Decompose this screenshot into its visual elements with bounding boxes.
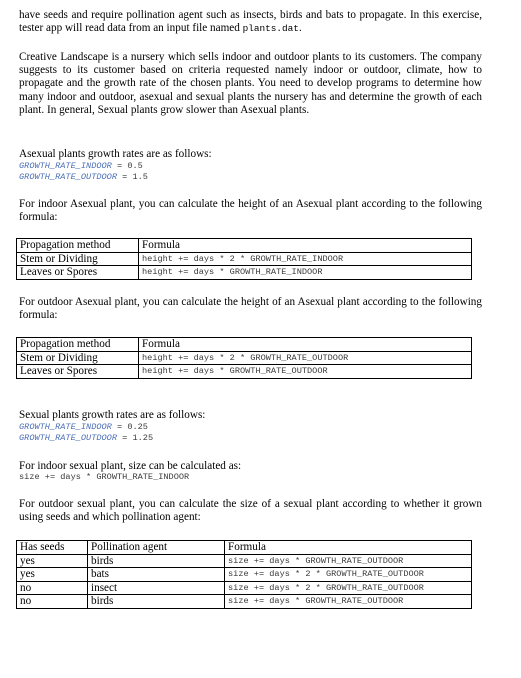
table-row [17, 351, 472, 365]
table-cell: Leaves or Spores [17, 266, 139, 280]
constant-name: GROWTH_RATE_INDOOR [19, 161, 112, 171]
table-cell: Leaves or Spores [17, 365, 139, 379]
constant-value: 1.5 [132, 172, 148, 182]
table-cell: birds [88, 595, 225, 609]
assign-op: = [117, 433, 133, 443]
table-row [17, 581, 472, 595]
table-cell: no [17, 595, 88, 609]
assign-op: = [111, 161, 128, 171]
table-header-cell: Has seeds [17, 541, 88, 555]
constant-value: 0.25 [127, 422, 148, 432]
table-header-row [17, 239, 472, 253]
formula-cell: height += days * GROWTH_RATE_INDOOR [139, 266, 472, 280]
table-cell: bats [88, 568, 225, 582]
table-header-cell: Formula [139, 239, 472, 253]
outdoor-sexual-text: For outdoor sexual plant, you can calculate the size of a sexual plant according to whether it grown using seeds and which pollination agent: [19, 498, 482, 524]
formula-cell: height += days * 2 * GROWTH_RATE_OUTDOOR [139, 351, 472, 365]
formula-cell: size += days * 2 * GROWTH_RATE_OUTDOOR [225, 581, 472, 595]
table-row [17, 595, 472, 609]
sexual-outdoor-rate [19, 433, 153, 444]
intro-text: have seeds and require pollination agent such as insects, birds and bats to propagate. In this exercise, tester app will read data from an input file named [19, 9, 482, 35]
sexual-rates-heading: Sexual plants growth rates are as follows: [19, 409, 206, 421]
intro-paragraph [19, 9, 482, 35]
table-cell: Stem or Dividing [17, 252, 139, 266]
table-row [17, 266, 472, 280]
table-row [17, 365, 472, 379]
table-header-cell: Propagation method [17, 338, 139, 352]
table-cell: insect [88, 581, 225, 595]
table-cell: yes [17, 554, 88, 568]
table-cell: birds [88, 554, 225, 568]
table-row [17, 252, 472, 266]
outdoor-asexual-table [16, 337, 472, 379]
indoor-asexual-table [16, 238, 472, 280]
table-header-row [17, 541, 472, 555]
table-cell: yes [17, 568, 88, 582]
table-header-cell: Formula [225, 541, 472, 555]
formula-cell: height += days * GROWTH_RATE_OUTDOOR [139, 365, 472, 379]
description-paragraph: Creative Landscape is a nursery which sells indoor and outdoor plants to its customers. The company suggests to its customer based on criteria requested namely indoor or outdoor, climate, how to propagate and the growth rate of the chosen plants. You need to develop programs to determine how many indoor and outdoor, asexual and sexual plants the nursery has and determine the growth of each plant. In general, Sexual plants grow slower than Asexual plants. [19, 51, 482, 116]
constant-name: GROWTH_RATE_INDOOR [19, 422, 112, 432]
table-header-row [17, 338, 472, 352]
asexual-indoor-rate [19, 161, 143, 172]
intro-period: . [298, 22, 302, 35]
table-row [17, 554, 472, 568]
formula-cell: size += days * GROWTH_RATE_OUTDOOR [225, 554, 472, 568]
table-header-cell: Pollination agent [88, 541, 225, 555]
table-cell: Stem or Dividing [17, 351, 139, 365]
table-row [17, 568, 472, 582]
constant-value: 0.5 [127, 161, 143, 171]
outdoor-asexual-text: For outdoor Asexual plant, you can calculate the height of an Asexual plant according to the following formula: [19, 296, 482, 322]
sexual-indoor-rate [19, 422, 148, 433]
assign-op: = [117, 172, 133, 182]
asexual-rates-heading: Asexual plants growth rates are as follows: [19, 148, 212, 160]
constant-name: GROWTH_RATE_OUTDOOR [19, 433, 117, 443]
table-header-cell: Formula [139, 338, 472, 352]
input-filename: plants.dat [242, 23, 299, 35]
constant-value: 1.25 [132, 433, 154, 443]
formula-cell: size += days * GROWTH_RATE_OUTDOOR [225, 595, 472, 609]
outdoor-sexual-table [16, 540, 472, 609]
asexual-outdoor-rate [19, 172, 148, 183]
formula-cell: size += days * 2 * GROWTH_RATE_OUTDOOR [225, 568, 472, 582]
assign-op: = [111, 422, 128, 432]
table-header-cell: Propagation method [17, 239, 139, 253]
indoor-sexual-formula: size += days * GROWTH_RATE_INDOOR [19, 472, 190, 482]
indoor-sexual-text: For indoor sexual plant, size can be calculated as: [19, 460, 242, 472]
formula-cell: height += days * 2 * GROWTH_RATE_INDOOR [139, 252, 472, 266]
table-cell: no [17, 581, 88, 595]
constant-name: GROWTH_RATE_OUTDOOR [19, 172, 117, 182]
indoor-asexual-text: For indoor Asexual plant, you can calculate the height of an Asexual plant according to the following formula: [19, 198, 482, 224]
